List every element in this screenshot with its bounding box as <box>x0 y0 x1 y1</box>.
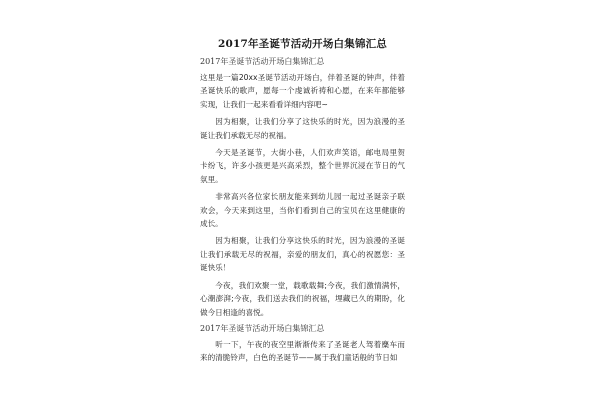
paragraph: 因为相聚，让我们分享了这快乐的时光，因为浪漫的圣诞让我们承载无尽的祝福。 <box>200 117 405 140</box>
section-subtitle: 2017年圣诞节活动开场白集锦汇总 <box>200 57 325 66</box>
paragraph: 非常高兴各位家长朋友能来到幼儿园一起过圣诞亲子联欢会，今天来到这里，当你们看到自己的宝贝在这里健康的成长。 <box>200 192 405 229</box>
paragraph: 因为相聚，让我们分享这快乐的时光，因为浪漫的圣诞让我们承载无尽的祝福，亲爱的朋友们，真心的祝愿您：圣诞快乐！ <box>200 236 405 273</box>
page-title: 2017年圣诞节活动开场白集锦汇总 <box>217 38 388 50</box>
paragraph: 今夜，我们欢聚一堂，载歌载舞;今夜，我们激情满怀，心潮澎湃;今夜，我们送去我们的祝福，埋藏已久的期盼，化做今日相逢的喜悦。 <box>200 280 405 317</box>
paragraph: 今天是圣诞节，大街小巷，人们欢声笑语，邮电局里贺卡纷飞，许多小孩更是兴高采烈，整个世界沉浸在节日的气氛里。 <box>200 148 405 184</box>
paragraph: 听一下，午夜的夜空里渐渐传来了圣诞老人驾着麋车而来的清脆铃声，白色的圣诞节——属于我们童话般的节日如 <box>200 339 405 363</box>
paragraph: 这里是一篇20xx圣诞节活动开场白，伴着圣诞的钟声，伴着圣诞快乐的歌声，愿每一个虔诚祈祷和心愿，在来年都能够实现，让我们一起来看看详细内容吧~ <box>200 73 405 109</box>
document-body <box>200 36 405 369</box>
section-subtitle: 2017年圣诞节活动开场白集锦汇总 <box>200 323 325 333</box>
